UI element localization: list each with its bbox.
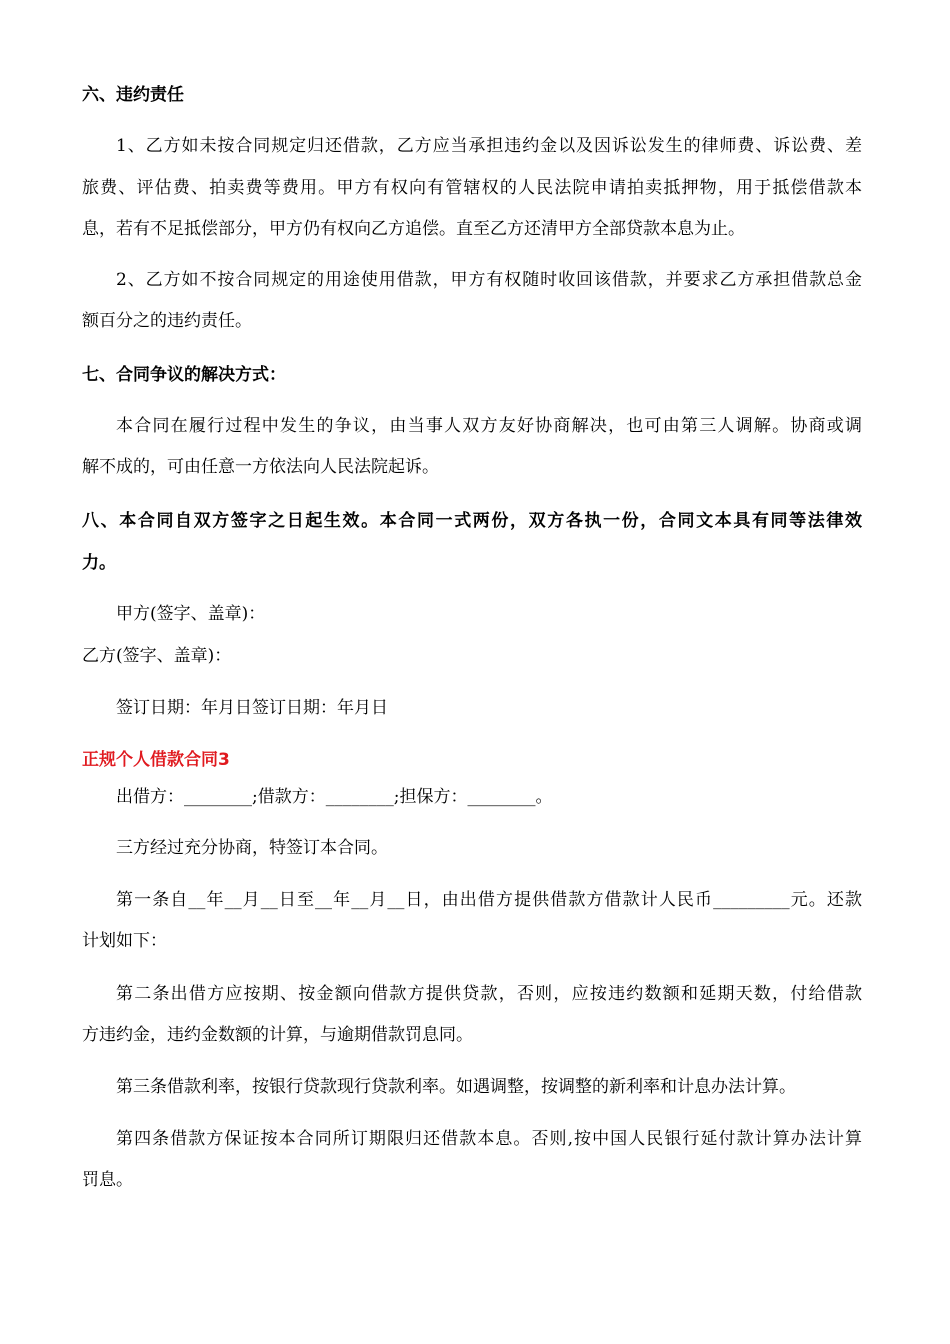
article-1-line-2: 计划如下：	[82, 931, 167, 951]
section-6-clause-1-line-1: 1、乙方如未按合同规定归还借款，乙方应当承担违约金以及因诉讼发生的律师费、诉讼费、差	[116, 136, 862, 156]
contract-3-parties: 出借方：________;借款方：________;担保方：________。	[116, 787, 553, 807]
contract-3-title: 正规个人借款合同3	[82, 750, 230, 770]
section-8-heading-line-2: 力。	[82, 553, 116, 573]
article-4-line-2: 罚息。	[82, 1170, 133, 1190]
section-7-paragraph-line-1: 本合同在履行过程中发生的争议，由当事人双方友好协商解决，也可由第三人调解。协商或调	[116, 416, 862, 436]
section-6-heading: 六、违约责任	[82, 85, 184, 105]
article-2-line-1: 第二条出借方应按期、按金额向借款方提供贷款，否则，应按违约数额和延期天数，付给借款	[116, 984, 862, 1004]
party-b-signature: 乙方(签字、盖章)：	[82, 646, 232, 666]
section-8-heading-line-1: 八、本合同自双方签字之日起生效。本合同一式两份，双方各执一份，合同文本具有同等法律效	[82, 511, 862, 531]
section-6-clause-1-line-3: 息，若有不足抵偿部分，甲方仍有权向乙方追偿。直至乙方还清甲方全部贷款本息为止。	[82, 219, 745, 239]
article-2-line-2: 方违约金，违约金数额的计算，与逾期借款罚息同。	[82, 1025, 473, 1045]
article-1-line-1: 第一条自__年__月__日至__年__月__日，由出借方提供借款方借款计人民币_________元。还款	[116, 890, 862, 910]
contract-3-intro: 三方经过充分协商，特签订本合同。	[116, 838, 388, 858]
section-7-heading: 七、合同争议的解决方式：	[82, 365, 286, 385]
section-6-clause-1-line-2: 旅费、评估费、拍卖费等费用。甲方有权向有管辖权的人民法院申请拍卖抵押物，用于抵偿借款本	[82, 178, 862, 198]
section-7-paragraph-line-2: 解不成的，可由任意一方依法向人民法院起诉。	[82, 457, 439, 477]
party-a-signature: 甲方(签字、盖章)：	[116, 604, 266, 624]
article-4-line-1: 第四条借款方保证按本合同所订期限归还借款本息。否则,按中国人民银行延付款计算办法计算	[116, 1129, 862, 1149]
section-6-clause-2-line-1: 2、乙方如不按合同规定的用途使用借款，甲方有权随时收回该借款，并要求乙方承担借款总金	[116, 270, 862, 290]
section-6-clause-2-line-2: 额百分之的违约责任。	[82, 311, 252, 331]
signing-dates: 签订日期：年月日签订日期：年月日	[116, 698, 388, 718]
article-3: 第三条借款利率，按银行贷款现行贷款利率。如遇调整，按调整的新利率和计息办法计算。	[116, 1077, 796, 1097]
